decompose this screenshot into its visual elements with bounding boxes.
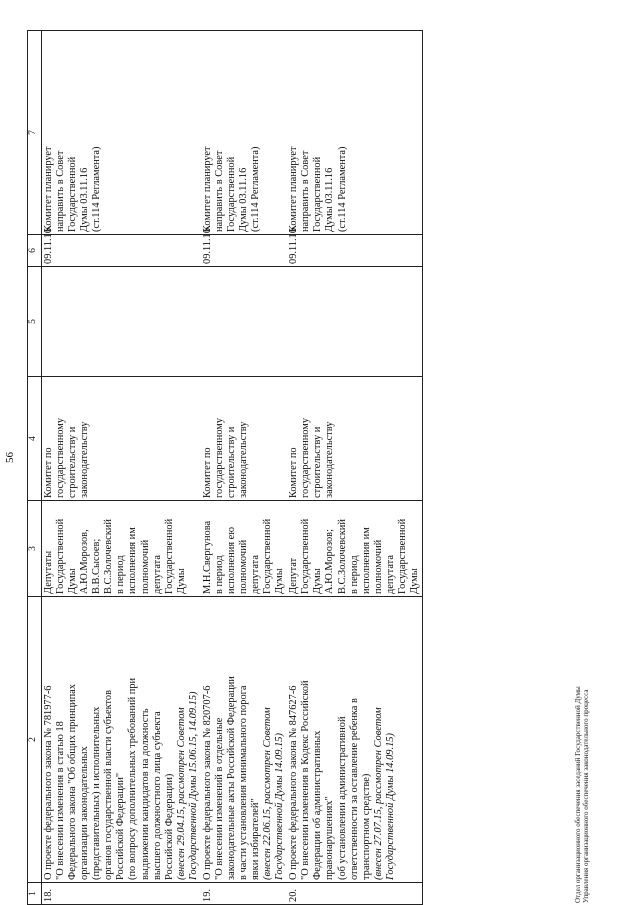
- bill-title-cell: [287, 597, 422, 883]
- column-number: 4: [28, 377, 42, 501]
- column-number: 6: [28, 235, 42, 267]
- bill-title: О проекте федерального закона № 820707-6 "О внесении изменений в отдельные законодательные акты Российской Федерации в части установления минимального порога явки избирателей": [201, 676, 262, 880]
- bill-status: Комитет планирует направить в Совет Государственной Думы 03.11.16 (ст.114 Регламента): [287, 31, 422, 235]
- responsible-committee: Комитет по государственному строительству и законодательству: [201, 377, 287, 501]
- page-number: 56: [4, 452, 16, 463]
- bill-status: Комитет планирует направить в Совет Государственной Думы 03.11.16 (ст.114 Регламента): [201, 31, 287, 235]
- column-number-row: [28, 31, 42, 905]
- footer-line: Управления организационного обеспечения законодательного процесса: [582, 689, 591, 903]
- bill-title-cell: [201, 597, 287, 883]
- table-row: [287, 31, 422, 905]
- table-row: [42, 31, 201, 905]
- column-5-cell: [287, 267, 422, 377]
- bill-title: О проекте федерального закона № 847627-6 "О внесении изменения в Кодекс Российской Федерации об административных правонарушениях" (об установлении административной ответственности за оставление ребенка в транспортном средстве): [288, 680, 372, 880]
- column-number: 2: [28, 597, 42, 883]
- column-number: 3: [28, 501, 42, 597]
- bill-status: Комитет планирует направить в Совет Государственной Думы 03.11.16 (ст.114 Регламента): [42, 31, 201, 235]
- bill-submission-note: (внесен 27.07.15, рассмотрен Советом Государственной Думы 14.09.15): [372, 707, 396, 880]
- bill-submission-note: (внесен 22.06.15, рассмотрен Советом Государственной Думы 14.09.15): [262, 707, 286, 880]
- column-number: 5: [28, 267, 42, 377]
- row-number: 19.: [201, 883, 287, 905]
- column-number: 7: [28, 31, 42, 235]
- responsible-committee: Комитет по государственному строительству и законодательству: [287, 377, 422, 501]
- footer-line: Отдел организационного обеспечения заседаний Государственной Думы: [574, 686, 582, 903]
- bill-authors: М.Н.Свергунова в период исполнения ею полномочий депутата Государственной Думы: [201, 501, 287, 597]
- column-5-cell: [42, 267, 201, 377]
- consideration-date: 09.11.16: [201, 235, 287, 267]
- consideration-date: 09.11.16: [42, 235, 201, 267]
- footer: [574, 686, 590, 903]
- bill-authors: Депутат Государственной Думы А.Ю.Морозов; В.С.Золочевский в период исполнения им полномочий депутата Государственной Думы: [287, 501, 422, 597]
- column-number: 1: [28, 883, 42, 905]
- responsible-committee: Комитет по государственному строительству и законодательству: [42, 377, 201, 501]
- column-5-cell: [201, 267, 287, 377]
- bill-authors: Депутаты Государственной Думы А.Ю.Морозов, В.В.Сысоев; В.С.Золочевский в период исполнения им полномочий депутата Государственной Думы: [42, 501, 201, 597]
- bill-title: О проекте федерального закона № 781977-6 "О внесении изменения в статью 18 Федерального закона "Об общих принципах организации законодательных (представительных) и исполнительных органов государственной власти субъектов Российской Федерации" (по вопросу дополнительных требований при выдвижении кандидатов на должность высшего должностного лица субъекта Российской Федерации): [43, 677, 175, 880]
- bills-table: [27, 30, 423, 905]
- consideration-date: 09.11.16: [287, 235, 422, 267]
- table-row: [201, 31, 287, 905]
- row-number: 18.: [42, 883, 201, 905]
- bill-title-cell: [42, 597, 201, 883]
- row-number: 20.: [287, 883, 422, 905]
- bill-submission-note: (внесен 29.04.15, рассмотрен Советом Государственной Думы 15.06.15, 14.09.15): [175, 691, 199, 880]
